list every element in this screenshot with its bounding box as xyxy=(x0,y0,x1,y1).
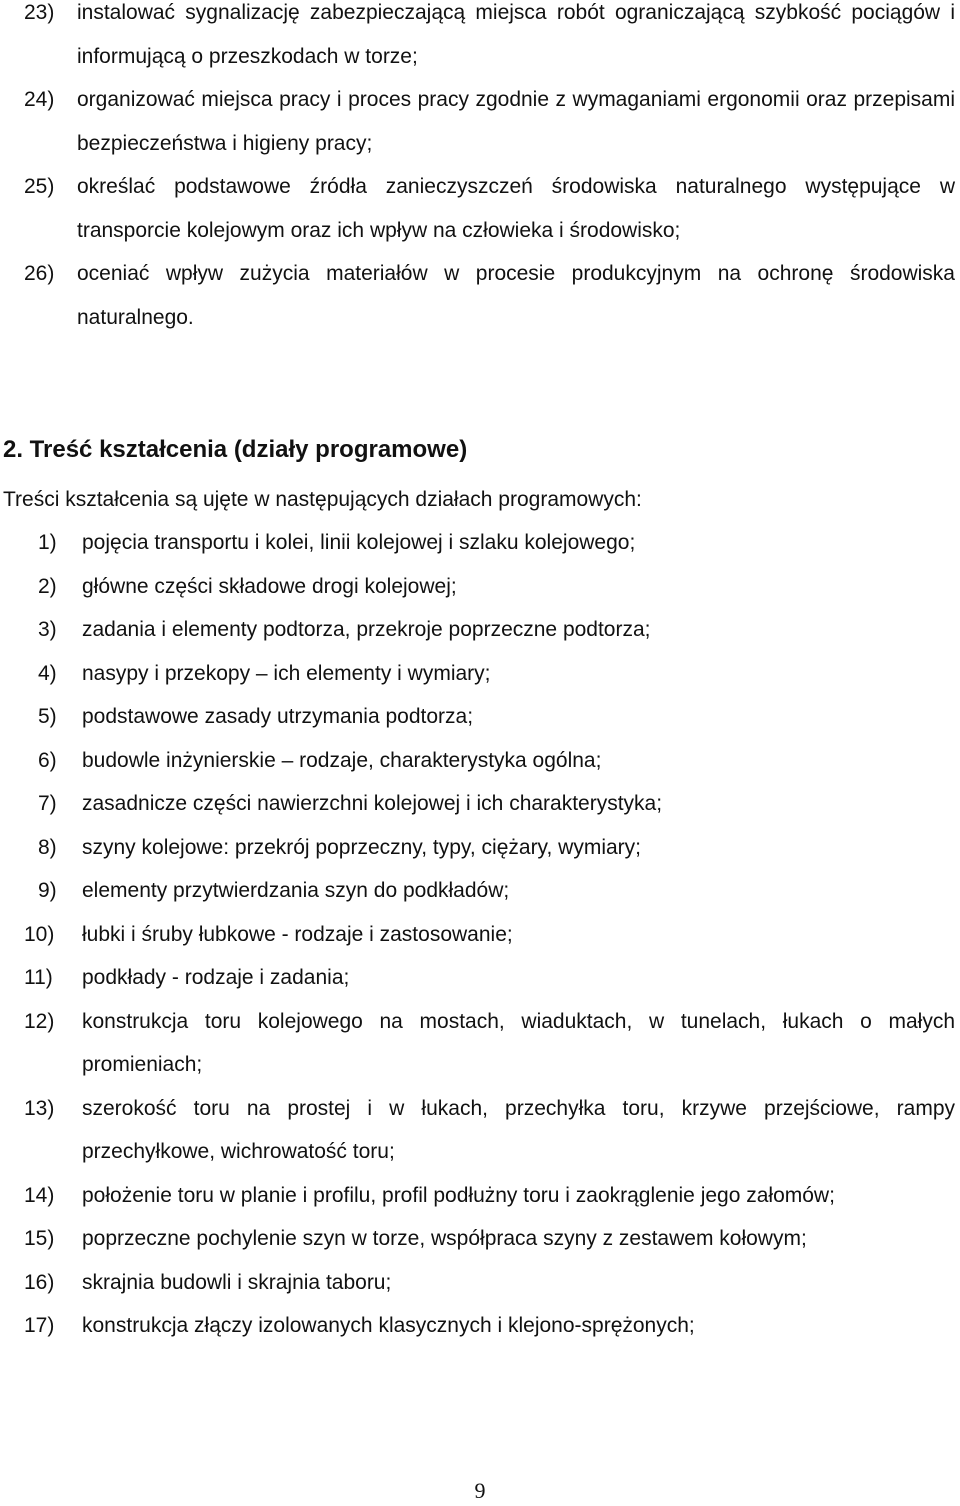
item-number: 5) xyxy=(38,705,57,728)
item-number: 15) xyxy=(24,1227,55,1250)
list-item xyxy=(24,913,955,957)
item-text: określać podstawowe źródła zanieczyszczeń środowiska naturalnego występujące w transporcie kolejowym oraz ich wpływ na człowieka i środowisko; xyxy=(77,175,955,242)
list-item xyxy=(24,78,955,165)
item-text: szyny kolejowe: przekrój poprzeczny, typy, ciężary, wymiary; xyxy=(82,835,642,859)
item-number: 13) xyxy=(24,1096,55,1120)
list-item xyxy=(24,826,955,870)
list-item xyxy=(24,652,955,696)
list-item xyxy=(24,1174,955,1218)
list-item xyxy=(24,1000,955,1087)
list-item xyxy=(24,782,955,826)
item-text: poprzeczne pochylenie szyn w torze, współpraca szyny z zestawem kołowym; xyxy=(82,1227,807,1250)
section-intro: Treści kształcenia są ujęte w następujących działach programowych: xyxy=(3,488,642,511)
item-text: instalować sygnalizację zabezpieczającą miejsca robót ograniczającą szybkość pociągów i informującą o przeszkodach w torze; xyxy=(77,1,955,68)
item-number: 24) xyxy=(24,88,55,111)
item-number: 25) xyxy=(24,175,55,198)
item-text: elementy przytwierdzania szyn do podkładów; xyxy=(82,879,510,902)
item-number: 4) xyxy=(38,661,57,685)
item-text: organizować miejsca pracy i proces pracy zgodnie z wymaganiami ergonomii oraz przepisami bezpieczeństwa i higieny pracy; xyxy=(77,88,955,155)
item-text: łubki i śruby łubkowe - rodzaje i zastosowanie; xyxy=(82,922,513,946)
item-text: zasadnicze części nawierzchni kolejowej i ich charakterystyka; xyxy=(82,792,663,815)
list-item xyxy=(24,1304,955,1348)
list-item xyxy=(24,1087,955,1174)
item-text: podkłady - rodzaje i zadania; xyxy=(82,966,350,989)
item-text: konstrukcja toru kolejowego na mostach, wiaduktach, w tunelach, łukach o małych promieniach; xyxy=(82,1009,955,1076)
list-item xyxy=(24,956,955,1000)
item-text: skrajnia budowli i skrajnia taboru; xyxy=(82,1270,392,1294)
item-text: nasypy i przekopy – ich elementy i wymiary; xyxy=(82,661,491,685)
list-item xyxy=(24,521,955,565)
item-number: 10) xyxy=(24,922,55,946)
item-number: 8) xyxy=(38,835,57,859)
objectives-list xyxy=(24,0,955,339)
item-text: oceniać wpływ zużycia materiałów w procesie produkcyjnym na ochronę środowiska naturalnego. xyxy=(77,262,955,329)
item-number: 7) xyxy=(38,792,57,815)
list-item xyxy=(24,565,955,609)
item-text: budowle inżynierskie – rodzaje, charakterystyka ogólna; xyxy=(82,748,602,772)
item-text: położenie toru w planie i profilu, profil podłużny toru i zaokrąglenie jego załomów; xyxy=(82,1183,835,1207)
item-text: podstawowe zasady utrzymania podtorza; xyxy=(82,705,474,728)
item-text: zadania i elementy podtorza, przekroje poprzeczne podtorza; xyxy=(82,618,651,641)
item-number: 2) xyxy=(38,574,57,598)
program-sections-list xyxy=(24,521,955,1348)
list-item xyxy=(24,165,955,252)
item-number: 11) xyxy=(24,966,53,989)
list-item xyxy=(24,739,955,783)
list-item xyxy=(24,695,955,739)
section-heading: 2. Treść kształcenia (działy programowe) xyxy=(3,436,468,463)
item-text: szerokość toru na prostej i w łukach, przechyłka toru, krzywe przejściowe, rampy przechyłkowe, wichrowatość toru; xyxy=(82,1096,955,1163)
item-number: 3) xyxy=(38,618,57,641)
item-number: 1) xyxy=(38,531,57,554)
item-number: 23) xyxy=(24,1,55,24)
page-number: 9 xyxy=(474,1478,486,1503)
item-text: główne części składowe drogi kolejowej; xyxy=(82,574,457,598)
item-text: konstrukcja złączy izolowanych klasycznych i klejono-sprężonych; xyxy=(82,1314,695,1337)
item-number: 6) xyxy=(38,748,57,772)
item-number: 26) xyxy=(24,262,55,285)
list-item xyxy=(24,252,955,339)
list-item xyxy=(24,1261,955,1305)
item-number: 16) xyxy=(24,1270,55,1294)
list-item xyxy=(24,869,955,913)
item-number: 17) xyxy=(24,1314,55,1337)
item-number: 9) xyxy=(38,879,57,902)
list-item xyxy=(24,0,955,78)
list-item xyxy=(24,608,955,652)
list-item xyxy=(24,1217,955,1261)
item-number: 14) xyxy=(24,1183,55,1207)
item-number: 12) xyxy=(24,1009,55,1033)
item-text: pojęcia transportu i kolei, linii kolejowej i szlaku kolejowego; xyxy=(82,531,636,554)
